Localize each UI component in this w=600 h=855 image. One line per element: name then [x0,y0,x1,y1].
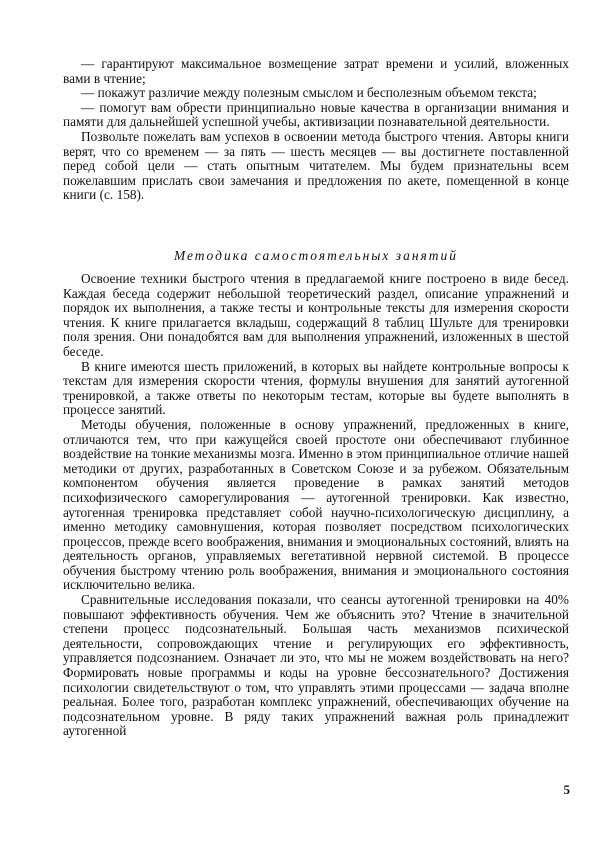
page-number: 5 [563,782,570,797]
list-item: — помогут вам обрести принципиально новые качества в организации внимания и памяти для дальнейшей успешной учебы, активизации познавательной деятельности. [63,99,569,130]
section-heading: Методика самостоятельных занятий [173,248,459,263]
list-item: — покажут различие между полезным смыслом и бесполезным объемом текста; [81,85,537,101]
list-item: — гарантируют максимальное возмещение затрат времени и усилий, вложенных вами в чтение; [63,56,569,86]
paragraph: Освоение техники быстрого чтения в предлагаемой книге построено в виде бесед. Каждая беседа содержит небольшой теоретический раздел, описание упражнений и порядок их выполнения, а также тесты и контрольные тексты для измерения скорости чтения. К книге прилагается вкладыш, содержащий 8 таблиц Шульте для тренировки поля зрения. Они понадобятся вам для выполнения упражнений, изложенных в шестой беседе. [63,271,569,359]
paragraph: Методы обучения, положенные в основу упражнений, предложенных в книге, отличаются тем, что при кажущейся своей простоте они обеспечивают глубинное воздействие на тонкие механизмы мозга. Именно в этом принципиальное отличие нашей методики от других, разработанных в Советском Союзе и за рубежом. Обязательным компонентом обучения является проведение в рамках занятий методов психофизического саморегулирования — аутогенной тренировки. Как известно, аутогенная тренировка представляет собой научно-психологическую дисциплину, а именно методику самовнушения, которая позволяет посредством психологических процессов, прежде всего воображения, внимания и эмоциональных состояний, влиять на деятельность органов, управляемых вегетативной нервной системой. В процессе обучения быстрому чтению роль воображения, внимания и эмоционального состояния исключительно велика. [63,416,569,593]
method-block [63,272,569,739]
paragraph: В книге имеются шесть приложений, в которых вы найдете контрольные вопросы к текстам для измерения скорости чтения, формулы внушения для занятий аутогенной тренировкой, а также ответы по некоторым тестам, которые вы будете выполнять в процессе занятий. [63,358,569,418]
paragraph: Сравнительные исследования показали, что сеансы аутогенной тренировки на 40% повышают эффективность обучения. Чем же объяснить это? Чтение в значительной степени процесс подсознательный. Большая часть механизмов психической деятельности, сопровождающих чтение и регулирующих его эффективность, управляется подсознанием. Означает ли это, что мы не можем воздействовать на него? Формировать новые программы и коды на уровне бессознательного? Достижения психологии свидетельствуют о том, что управлять этими процессами — задача вполне реальная. Более того, разработан комплекс упражнений, обеспечивающих обучение на подсознательном уровне. В ряду таких упражнений важная роль принадлежит аутогенной [63,592,569,739]
intro-block [63,57,569,203]
closing-paragraph: Позвольте пожелать вам успехов в освоении метода быстрого чтения. Авторы книги верят, что со временем — за пять — шесть месяцев — вы достигнете поставленной перед собой цели — стать опытным читателем. Мы будем признательны всем пожелавшим прислать свои замечания и предложения по акете, помещенной в конце книги (с. 158). [63,128,569,203]
